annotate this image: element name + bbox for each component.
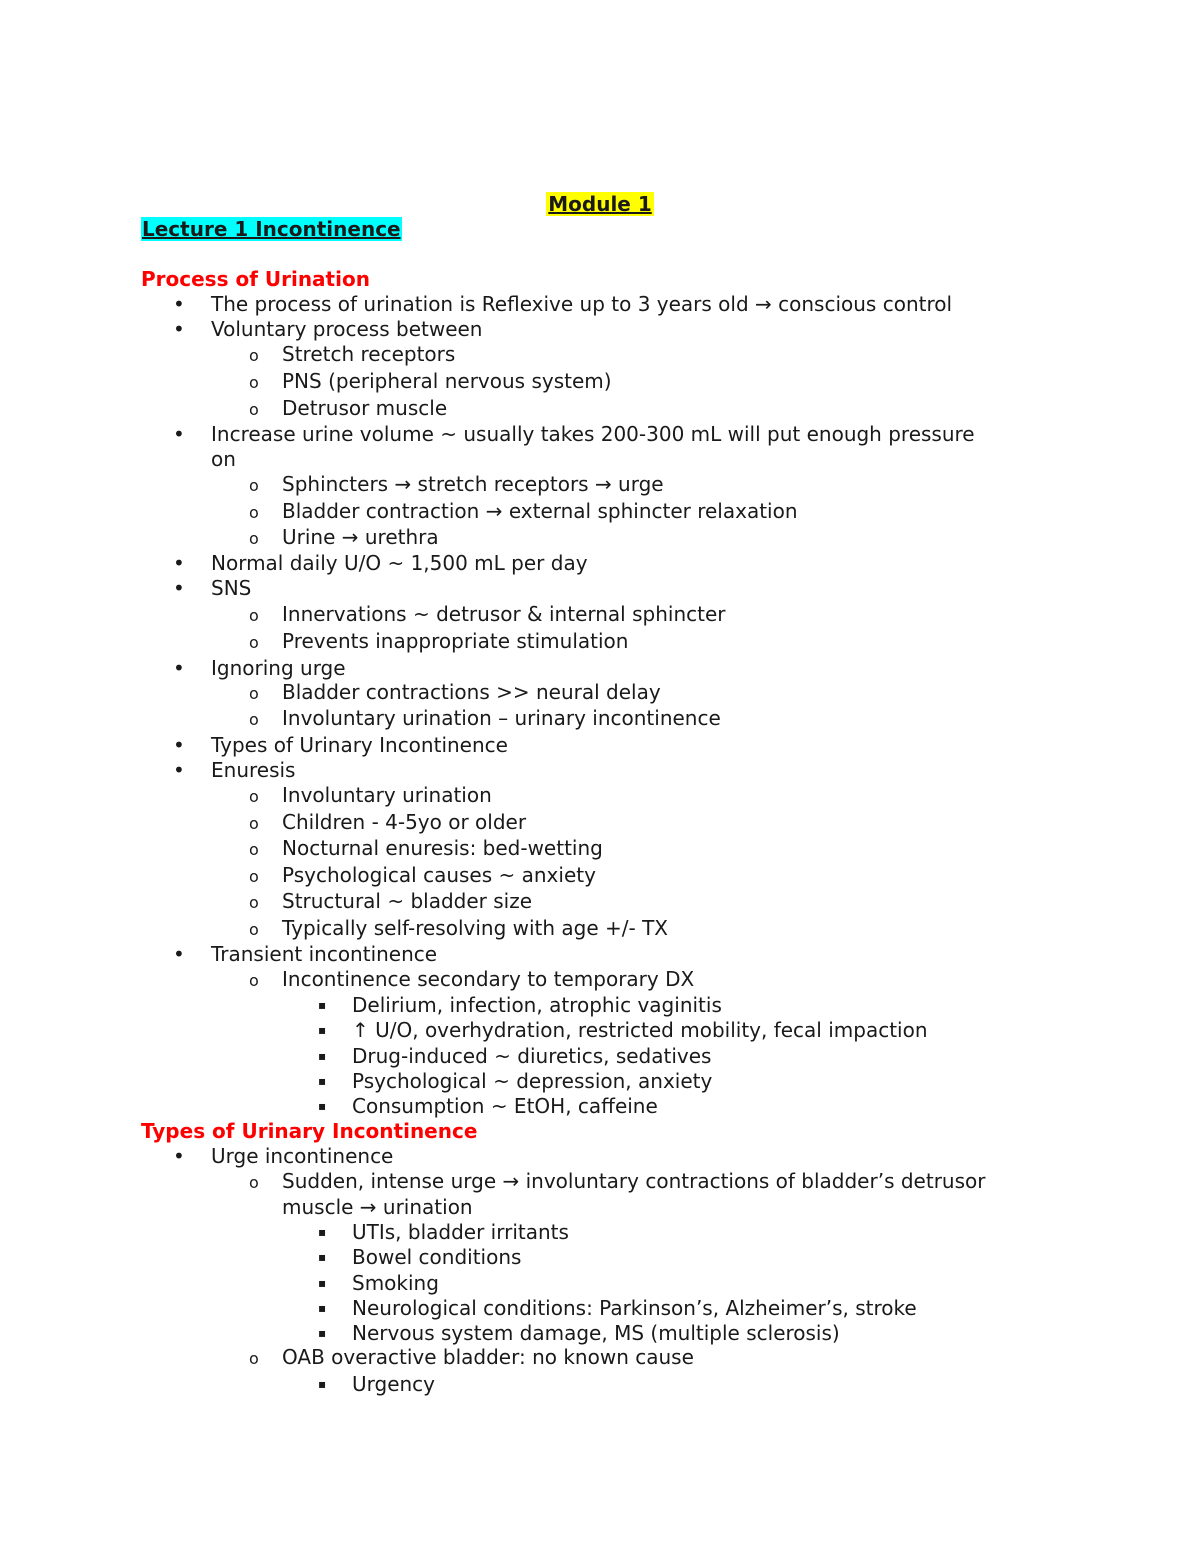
square-bullet-icon: ▪ <box>318 1023 327 1037</box>
circle-bullet-icon: o <box>249 633 259 652</box>
list-item: Children - 4-5yo or older <box>282 810 527 834</box>
list-item: Delirium, infection, atrophic vaginitis <box>352 993 722 1017</box>
list-item-continuation: on <box>211 447 236 471</box>
list-item: Structural ~ bladder size <box>282 889 533 913</box>
section-heading-process-of-urination: Process of Urination <box>141 267 370 291</box>
list-item: SNS <box>211 576 252 600</box>
circle-bullet-icon: o <box>249 476 259 495</box>
list-item: Bowel conditions <box>352 1245 522 1269</box>
list-item: Smoking <box>352 1271 439 1295</box>
square-bullet-icon: ▪ <box>318 1301 327 1315</box>
module-title: Module 1 <box>548 192 652 216</box>
circle-bullet-icon: o <box>249 606 259 625</box>
list-item: Psychological causes ~ anxiety <box>282 863 596 887</box>
circle-bullet-icon: o <box>249 840 259 859</box>
circle-bullet-icon: o <box>249 893 259 912</box>
circle-bullet-icon: o <box>249 814 259 833</box>
circle-bullet-icon: o <box>249 529 259 548</box>
list-item: Urine → urethra <box>282 525 439 549</box>
circle-bullet-icon: o <box>249 1173 259 1192</box>
circle-bullet-icon: o <box>249 1349 259 1368</box>
circle-bullet-icon: o <box>249 920 259 939</box>
list-item: The process of urination is Reflexive up to 3 years old → conscious control <box>211 292 953 316</box>
bullet-icon: • <box>173 942 185 966</box>
list-item: Increase urine volume ~ usually takes 200-300 mL will put enough pressure <box>211 422 975 446</box>
list-item: Innervations ~ detrusor & internal sphincter <box>282 602 726 626</box>
list-item: Incontinence secondary to temporary DX <box>282 967 695 991</box>
list-item: Neurological conditions: Parkinson’s, Alzheimer’s, stroke <box>352 1296 917 1320</box>
list-item-continuation: muscle → urination <box>282 1195 473 1219</box>
list-item: Bladder contraction → external sphincter relaxation <box>282 499 798 523</box>
circle-bullet-icon: o <box>249 971 259 990</box>
list-item: ↑ U/O, overhydration, restricted mobility, fecal impaction <box>352 1018 928 1042</box>
list-item: OAB overactive bladder: no known cause <box>282 1345 694 1369</box>
square-bullet-icon: ▪ <box>318 1250 327 1264</box>
list-item: Detrusor muscle <box>282 396 448 420</box>
lecture-title: Lecture 1 Incontinence <box>142 217 401 241</box>
square-bullet-icon: ▪ <box>318 1276 327 1290</box>
circle-bullet-icon: o <box>249 787 259 806</box>
list-item: Sudden, intense urge → involuntary contractions of bladder’s detrusor <box>282 1169 986 1193</box>
list-item: Drug-induced ~ diuretics, sedatives <box>352 1044 712 1068</box>
bullet-icon: • <box>173 758 185 782</box>
list-item: Sphincters → stretch receptors → urge <box>282 472 664 496</box>
bullet-icon: • <box>173 733 185 757</box>
circle-bullet-icon: o <box>249 710 259 729</box>
square-bullet-icon: ▪ <box>318 1377 327 1391</box>
list-item: Involuntary urination <box>282 783 492 807</box>
bullet-icon: • <box>173 1144 185 1168</box>
list-item: Bladder contractions >> neural delay <box>282 680 661 704</box>
circle-bullet-icon: o <box>249 373 259 392</box>
list-item: Urge incontinence <box>211 1144 394 1168</box>
square-bullet-icon: ▪ <box>318 1225 327 1239</box>
square-bullet-icon: ▪ <box>318 998 327 1012</box>
list-item: Normal daily U/O ~ 1,500 mL per day <box>211 551 588 575</box>
list-item: Psychological ~ depression, anxiety <box>352 1069 713 1093</box>
list-item: Involuntary urination – urinary incontinence <box>282 706 721 730</box>
circle-bullet-icon: o <box>249 684 259 703</box>
square-bullet-icon: ▪ <box>318 1099 327 1113</box>
list-item: Stretch receptors <box>282 342 456 366</box>
list-item: Prevents inappropriate stimulation <box>282 629 629 653</box>
list-item: PNS (peripheral nervous system) <box>282 369 612 393</box>
bullet-icon: • <box>173 422 185 446</box>
square-bullet-icon: ▪ <box>318 1326 327 1340</box>
bullet-icon: • <box>173 551 185 575</box>
square-bullet-icon: ▪ <box>318 1049 327 1063</box>
list-item: Urgency <box>352 1372 436 1396</box>
bullet-icon: • <box>173 576 185 600</box>
list-item: Voluntary process between <box>211 317 483 341</box>
circle-bullet-icon: o <box>249 400 259 419</box>
list-item: Types of Urinary Incontinence <box>211 733 508 757</box>
bullet-icon: • <box>173 656 185 680</box>
list-item: Nervous system damage, MS (multiple sclerosis) <box>352 1321 840 1345</box>
list-item: Enuresis <box>211 758 296 782</box>
list-item: Transient incontinence <box>211 942 438 966</box>
list-item: Consumption ~ EtOH, caffeine <box>352 1094 658 1118</box>
list-item: UTIs, bladder irritants <box>352 1220 569 1244</box>
bullet-icon: • <box>173 292 185 316</box>
list-item: Nocturnal enuresis: bed-wetting <box>282 836 603 860</box>
circle-bullet-icon: o <box>249 503 259 522</box>
circle-bullet-icon: o <box>249 867 259 886</box>
list-item: Typically self-resolving with age +/- TX <box>282 916 669 940</box>
square-bullet-icon: ▪ <box>318 1074 327 1088</box>
circle-bullet-icon: o <box>249 346 259 365</box>
list-item: Ignoring urge <box>211 656 346 680</box>
section-heading-types-of-urinary-incontinence: Types of Urinary Incontinence <box>141 1119 478 1143</box>
bullet-icon: • <box>173 317 185 341</box>
